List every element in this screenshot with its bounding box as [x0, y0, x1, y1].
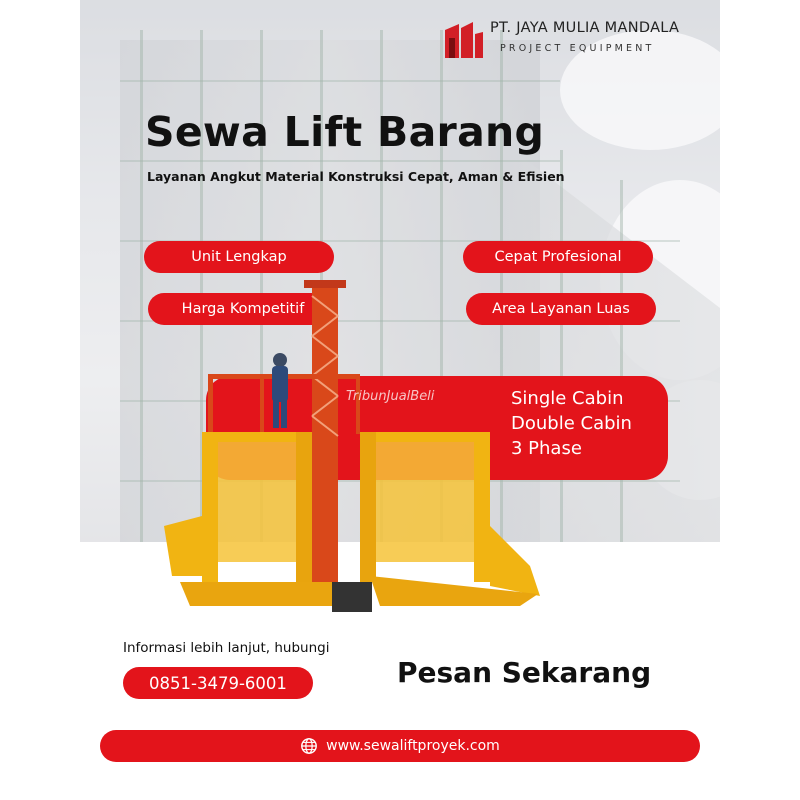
logo-icon — [443, 20, 483, 60]
company-tagline: PROJECT EQUIPMENT — [500, 43, 655, 54]
phone-number[interactable]: 0851-3479-6001 — [123, 667, 313, 699]
page-title: Sewa Lift Barang — [145, 108, 545, 156]
cta-heading: Pesan Sekarang — [397, 656, 652, 689]
website-link[interactable] — [100, 730, 700, 762]
page-subtitle: Layanan Angkut Material Konstruksi Cepat, Aman & Efisien — [147, 169, 565, 184]
cabin-option-single: Single Cabin — [511, 388, 624, 409]
contact-label: Informasi lebih lanjut, hubungi — [123, 640, 330, 656]
cabin-option-double: Double Cabin — [511, 413, 632, 434]
feature-badge-area-layanan: Area Layanan Luas — [466, 293, 656, 325]
feature-badge-unit-lengkap: Unit Lengkap — [144, 241, 334, 273]
watermark: TribunJualBeli — [346, 389, 435, 404]
feature-badge-cepat-profesional: Cepat Profesional — [463, 241, 653, 273]
company-name: PT. JAYA MULIA MANDALA — [490, 20, 680, 36]
globe-icon — [300, 737, 318, 755]
cabin-option-3phase: 3 Phase — [511, 438, 582, 459]
feature-badge-harga-kompetitif: Harga Kompetitif — [148, 293, 338, 325]
website-url: www.sewaliftproyek.com — [326, 738, 500, 754]
lift-illustration — [160, 276, 540, 616]
